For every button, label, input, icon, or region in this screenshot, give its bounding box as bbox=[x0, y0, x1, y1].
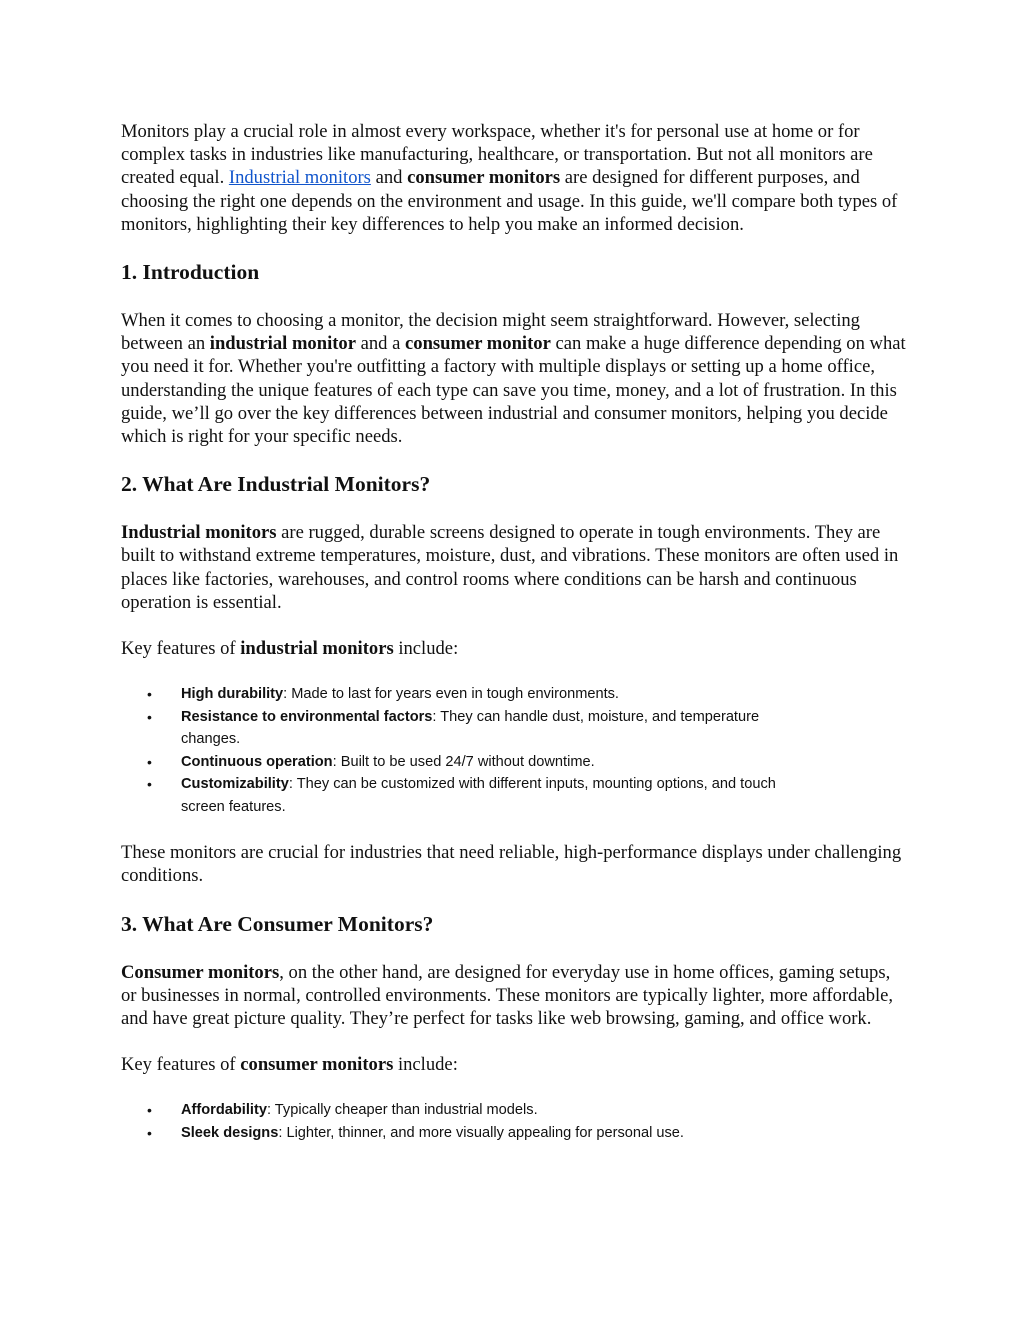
list-item: • Sleek designs: Lighter, thinner, and more visually appealing for personal use. bbox=[121, 1122, 821, 1145]
bullet-icon: • bbox=[147, 776, 152, 793]
document-page bbox=[121, 120, 907, 1167]
bullet-icon: • bbox=[147, 1124, 152, 1141]
industrial-closing-paragraph: These monitors are crucial for industries that need reliable, high-performance displays under challenging conditions. bbox=[121, 842, 902, 887]
list-item: • Resistance to environmental factors: They can handle dust, moisture, and temperature changes. bbox=[121, 706, 821, 751]
list-item: • Customizability: They can be customized with different inputs, mounting options, and touch screen features. bbox=[121, 773, 821, 818]
introduction-paragraph: When it comes to choosing a monitor, the decision might seem straightforward. However, selecting between an industrial monitor and a consumer monitor can make a huge difference depending on what you need it for. Whether you're outfitting a factory with multiple displays or setting up a home office, understanding the unique features of each type can save you time, money, and a lot of frustration. In this guide, we’ll go over the key differences between industrial and consumer monitors, helping you decide which is right for your specific needs. bbox=[121, 310, 906, 448]
industrial-description-paragraph: Industrial monitors are rugged, durable screens designed to operate in tough environments. They are built to withstand extreme temperatures, moisture, dust, and vibrations. These monitors are often used in places like factories, warehouses, and control rooms where conditions can be harsh and continuous operation is essential. bbox=[121, 522, 899, 613]
industrial-key-features-intro: Key features of industrial monitors include: bbox=[121, 638, 459, 660]
list-item: • Continuous operation: Built to be used 24/7 without downtime. bbox=[121, 751, 821, 774]
intro-paragraph: Monitors play a crucial role in almost every workspace, whether it's for personal use at home or for complex tasks in industries like manufacturing, healthcare, or transportation. But not all monitors are created equal. Industrial monitors and consumer monitors are designed for different purposes, and choosing the right one depends on the environment and usage. In this guide, we'll compare both types of monitors, highlighting their key differences to help you make an informed decision. bbox=[121, 121, 898, 235]
bullet-icon: • bbox=[147, 686, 152, 703]
section-heading-introduction: 1. Introduction bbox=[121, 260, 260, 285]
industrial-features-list bbox=[121, 683, 907, 818]
bullet-icon: • bbox=[147, 1102, 152, 1119]
consumer-features-list bbox=[121, 1099, 907, 1144]
bullet-icon: • bbox=[147, 753, 152, 770]
list-item: • Affordability: Typically cheaper than industrial models. bbox=[121, 1099, 821, 1122]
consumer-key-features-intro: Key features of consumer monitors include: bbox=[121, 1054, 458, 1076]
section-heading-consumer: 3. What Are Consumer Monitors? bbox=[121, 911, 434, 936]
section-heading-industrial: 2. What Are Industrial Monitors? bbox=[121, 472, 431, 497]
industrial-monitors-link[interactable]: Industrial monitors bbox=[228, 167, 371, 189]
list-item: • High durability: Made to last for years even in tough environments. bbox=[121, 683, 821, 706]
bullet-icon: • bbox=[147, 708, 152, 725]
consumer-description-paragraph: Consumer monitors, on the other hand, are designed for everyday use in home offices, gaming setups, or businesses in normal, controlled environments. These monitors are typically lighter, more affordable, and have great picture quality. They’re perfect for tasks like web browsing, gaming, and office work. bbox=[121, 961, 894, 1030]
